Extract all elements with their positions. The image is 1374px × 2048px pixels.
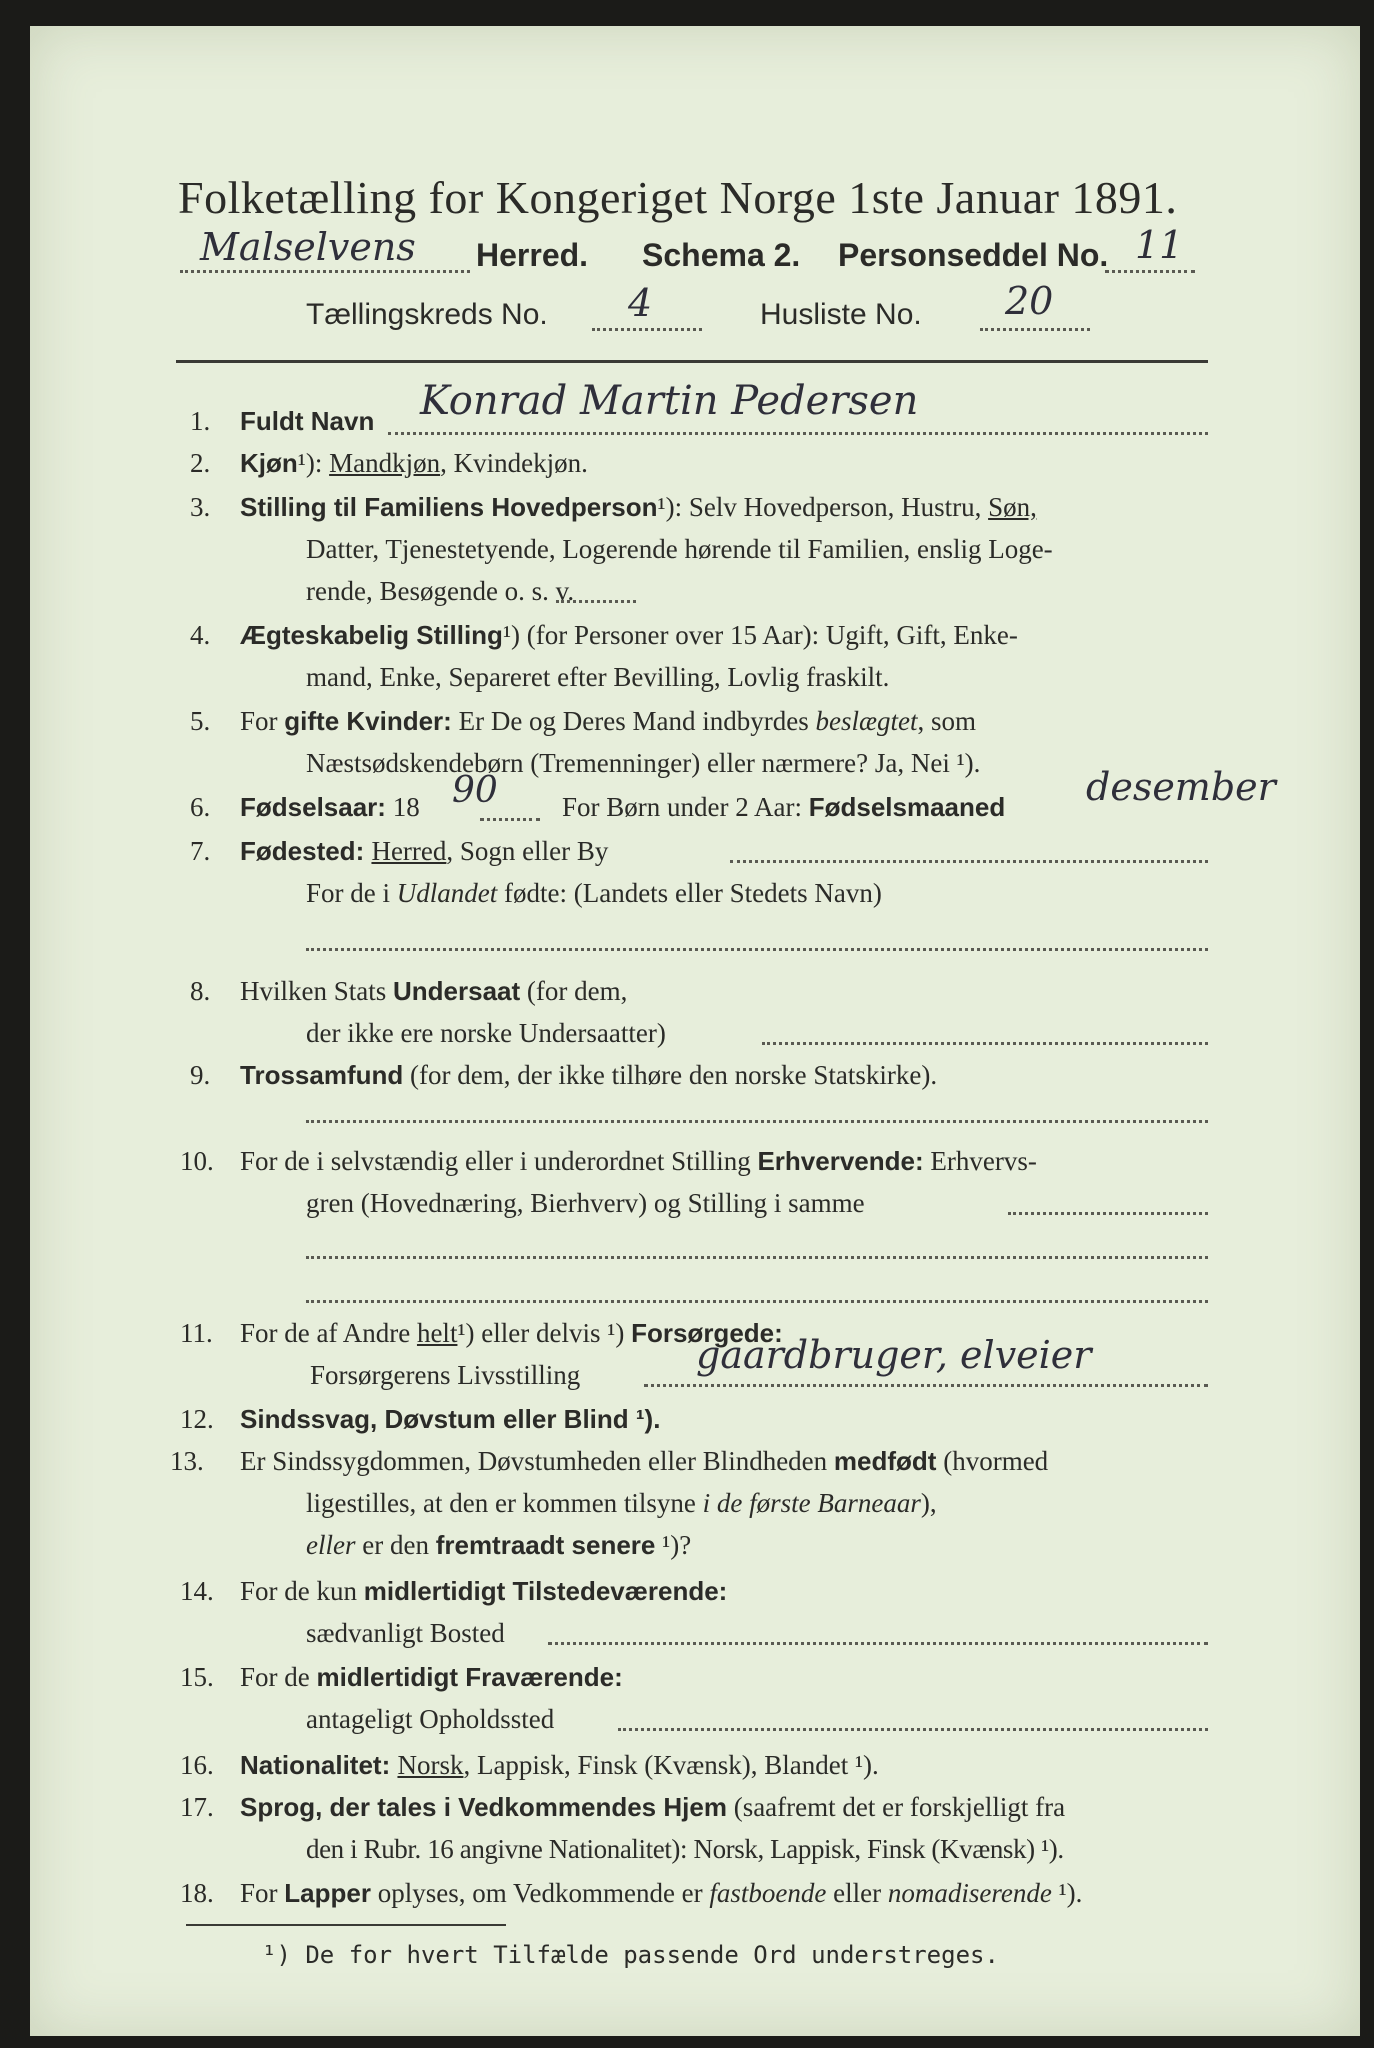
- forsorget-label: Forsørgede:: [631, 1318, 783, 1348]
- gifte-line-2: Næstsødskendebørn (Tremenninger) eller nærmere? Ja, Nei ¹).: [306, 748, 981, 778]
- item-number: 4.: [190, 620, 211, 650]
- undersaat-post: (for dem,: [520, 976, 628, 1006]
- fodselsaar-dotline: [480, 818, 540, 821]
- erhverv-line-2: gren (Hovednæring, Bierhverv) og Stilling i samme: [306, 1188, 865, 1218]
- medfodt-line: [240, 1446, 1048, 1476]
- stilling-line-3: rende, Besøgende o. s. v.: [306, 576, 575, 606]
- kjon-label: Kjøn: [240, 448, 298, 478]
- kjon-option-selected: Mandkjøn: [329, 448, 441, 478]
- husliste-dotline: [980, 328, 1090, 331]
- lapper-eller: eller: [826, 1878, 888, 1908]
- lapper-mid: oplyses, om Vedkommende er: [370, 1878, 710, 1908]
- personseddel-dotline: [1105, 270, 1195, 273]
- fodested-dotline: [730, 860, 1208, 863]
- egteskab-options-1: ¹) (for Personer over 15 Aar): Ugift, Gift, Enke-: [502, 620, 1018, 650]
- lapper-end: ¹).: [1051, 1878, 1083, 1908]
- undersaat-dotline: [762, 1042, 1208, 1045]
- fodested-line: [240, 836, 608, 866]
- medfodt-line-2: [306, 1488, 937, 1518]
- item-number: 7.: [190, 836, 211, 866]
- fuldt-navn-label: Fuldt Navn: [240, 406, 375, 436]
- footnote: ¹) De for hvert Tilfælde passende Ord understreges.: [262, 1941, 999, 1969]
- forsorget-pre: For de af Andre: [240, 1318, 417, 1348]
- item-number: 3.: [190, 492, 211, 522]
- fravaerende-pre: For de: [240, 1662, 317, 1692]
- udlandet-italic: Udlandet: [396, 878, 498, 908]
- item-number: 6.: [190, 792, 211, 822]
- fodselsmaaned-text: For Børn under 2 Aar:: [562, 792, 809, 822]
- fremtraadt-label: fremtraadt senere: [435, 1530, 656, 1560]
- erhverv-dotline-3: [306, 1300, 1208, 1303]
- medfodt-text-end: ),: [920, 1488, 937, 1518]
- tilstede-label: midlertidigt Tilstedeværende:: [363, 1576, 728, 1606]
- fodselsaar-label: Fødselsaar:: [240, 792, 386, 822]
- opholdssted-dotline: [618, 1728, 1208, 1731]
- trossamfund-dotline: [306, 1120, 1208, 1123]
- udlandet-text-2: fødte: (Landets eller Stedets Navn): [497, 878, 882, 908]
- item-number: 13.: [170, 1446, 204, 1476]
- erhverv-dotline-1: [1008, 1212, 1208, 1215]
- header-divider: [176, 360, 1208, 363]
- udlandet-text-1: For de i: [306, 878, 397, 908]
- full-name-handwritten: Konrad Martin Pedersen: [420, 378, 919, 424]
- item-number: 15.: [180, 1662, 214, 1692]
- item-number: 9.: [190, 1060, 211, 1090]
- personseddel-label: Personseddel No.: [838, 237, 1109, 273]
- gifte-text-1: Er De og Deres Mand indbyrdes: [451, 706, 816, 736]
- trossamfund-line: [240, 1060, 937, 1090]
- nationalitet-options: , Lappisk, Finsk (Kvænsk), Blandet ¹).: [463, 1750, 879, 1780]
- medfodt-text-3: er den: [355, 1530, 436, 1560]
- sprog-post: (saafremt det er forskjelligt fra: [726, 1792, 1066, 1822]
- stilling-options-1: ¹): Selv Hovedperson, Hustru,: [657, 492, 989, 522]
- sprog-line: [240, 1792, 1065, 1822]
- personseddel-number: 11: [1135, 223, 1184, 267]
- udlandet-line: [306, 878, 882, 908]
- husliste-label: Husliste No.: [760, 298, 922, 331]
- udlandet-dotline: [306, 948, 1208, 951]
- tellingskreds-label: Tællingskreds No.: [306, 298, 548, 331]
- birth-month-handwritten: desember: [1086, 765, 1276, 809]
- bosted-label: sædvanligt Bosted: [306, 1618, 505, 1648]
- egteskab-label: Ægteskabelig Stilling: [240, 620, 503, 650]
- fodselsmaaned-label: Fødselsmaaned: [808, 792, 1006, 822]
- medfodt-label: medfødt: [833, 1446, 937, 1476]
- lapper-label: Lapper: [284, 1878, 371, 1908]
- form-title: Folketælling for Kongeriget Norge 1ste Januar 1891.: [178, 172, 1178, 223]
- stilling-label: Stilling til Familiens Hovedperson: [240, 492, 658, 522]
- erhverv-dotline-2: [306, 1256, 1208, 1259]
- fodselsmaaned-line: [562, 792, 1005, 822]
- fodselsaar-line: [240, 792, 420, 822]
- medfodt-text: ligestilles, at den er kommen tilsyne: [306, 1488, 703, 1518]
- forsorgerens-label: Forsørgerens Livsstilling: [310, 1360, 581, 1390]
- herred-name-handwritten: Malselvens: [200, 225, 416, 269]
- bosted-dotline: [548, 1642, 1208, 1645]
- item-number: 2.: [190, 448, 211, 478]
- sprog-label: Sprog, der tales i Vedkommendes Hjem: [240, 1792, 727, 1822]
- undersaat-line: [240, 976, 627, 1006]
- erhverv-line: [240, 1146, 1037, 1176]
- lapper-line: [240, 1878, 1082, 1908]
- fodselsaar-prefix: 18: [385, 792, 420, 822]
- medfodt-question: ¹)?: [655, 1530, 692, 1560]
- fravaerende-line: [240, 1662, 623, 1692]
- schema-label: Schema 2.: [642, 237, 801, 273]
- undersaat-pre: Hvilken Stats: [240, 976, 393, 1006]
- nationalitet-option-selected: Norsk: [397, 1750, 464, 1780]
- tilstede-line: [240, 1576, 727, 1606]
- forsorger-occupation-handwritten: gaardbruger, elveier: [696, 1333, 1092, 1377]
- gifte-text-2: , som: [917, 706, 977, 736]
- lapper-pre: For: [240, 1878, 285, 1908]
- item-number: 5.: [190, 706, 211, 736]
- item-number: 10.: [180, 1146, 214, 1176]
- trossamfund-label: Trossamfund: [240, 1060, 404, 1090]
- lapper-nomadiserende: nomadiserende: [887, 1878, 1052, 1908]
- medfodt-eller: eller: [306, 1530, 356, 1560]
- item-number: 11.: [180, 1318, 213, 1348]
- name-dotline: [388, 432, 1208, 435]
- kjon-sep: ¹):: [297, 448, 330, 478]
- erhverv-post: Erhvervs-: [923, 1146, 1037, 1176]
- medfodt-line-3: [306, 1530, 691, 1560]
- item-number: 14.: [180, 1576, 214, 1606]
- tellingskreds-dotline: [592, 328, 702, 331]
- herred-label: Herred.: [476, 237, 589, 273]
- kjon-options: , Kvindekjøn.: [440, 448, 588, 478]
- erhverv-pre: For de i selvstændig eller i underordnet Stilling: [240, 1146, 758, 1176]
- stilling-option-selected: Søn,: [988, 492, 1037, 522]
- gifte-label: gifte Kvinder:: [284, 706, 452, 736]
- undersaat-label: Undersaat: [393, 976, 521, 1006]
- item-number: 8.: [190, 976, 211, 1006]
- stilling-line-2: Datter, Tjenestetyende, Logerende hørende til Familien, enslig Loge-: [306, 534, 1053, 564]
- nationalitet-label: Nationalitet:: [240, 1750, 398, 1780]
- tellingskreds-number: 4: [628, 281, 653, 325]
- erhverv-label: Erhvervende:: [757, 1146, 924, 1176]
- item-number: 12.: [180, 1404, 214, 1434]
- herred-dotline: [180, 270, 470, 273]
- nationalitet-line: [240, 1750, 879, 1780]
- trossamfund-text: (for dem, der ikke tilhøre den norske Statskirke).: [403, 1060, 938, 1090]
- husliste-number: 20: [1005, 279, 1054, 323]
- item-number: 1.: [190, 406, 211, 436]
- medfodt-italic: i de første Barneaar: [702, 1488, 921, 1518]
- item-number: 18.: [180, 1878, 214, 1908]
- medfodt-pre: Er Sindssygdommen, Døvstumheden eller Blindheden: [240, 1446, 834, 1476]
- medfodt-post: (hvormed: [936, 1446, 1049, 1476]
- undersaat-line-2: der ikke ere norske Undersaatter): [306, 1018, 666, 1048]
- forsorgerens-dotline: [644, 1384, 1208, 1387]
- fodested-label: Fødested:: [240, 836, 372, 866]
- birth-year-handwritten: 90: [452, 770, 498, 811]
- gifte-line: [240, 706, 976, 736]
- sprog-line-2: den i Rubr. 16 angivne Nationalitet): Norsk, Lappisk, Finsk (Kvænsk) ¹).: [306, 1834, 1064, 1864]
- tilstede-pre: For de kun: [240, 1576, 364, 1606]
- gifte-beslaegtet: beslægtet: [815, 706, 918, 736]
- fodested-option-selected: Herred: [371, 836, 447, 866]
- kjon-line: [240, 448, 588, 478]
- stilling-line: [240, 492, 1037, 522]
- fodested-options: , Sogn eller By: [446, 836, 609, 866]
- item-number: 17.: [180, 1792, 214, 1822]
- lapper-fastboende: fastboende: [709, 1878, 827, 1908]
- forsorget-option-selected: helt: [416, 1318, 458, 1348]
- gifte-pre: For: [240, 706, 285, 736]
- egteskab-line: [240, 620, 1018, 650]
- stilling-dotline: [556, 600, 636, 603]
- opholdssted-label: antageligt Opholdssted: [306, 1704, 555, 1734]
- sindssvag-label: Sindssvag, Døvstum eller Blind ¹).: [240, 1404, 661, 1434]
- item-number: 16.: [180, 1750, 214, 1780]
- footnote-divider: [186, 1924, 506, 1926]
- egteskab-line-2: mand, Enke, Separeret efter Bevilling, Lovlig fraskilt.: [306, 662, 890, 692]
- forsorget-mid: ¹) eller delvis ¹): [457, 1318, 632, 1348]
- fravaerende-label: midlertidigt Fraværende:: [316, 1662, 623, 1692]
